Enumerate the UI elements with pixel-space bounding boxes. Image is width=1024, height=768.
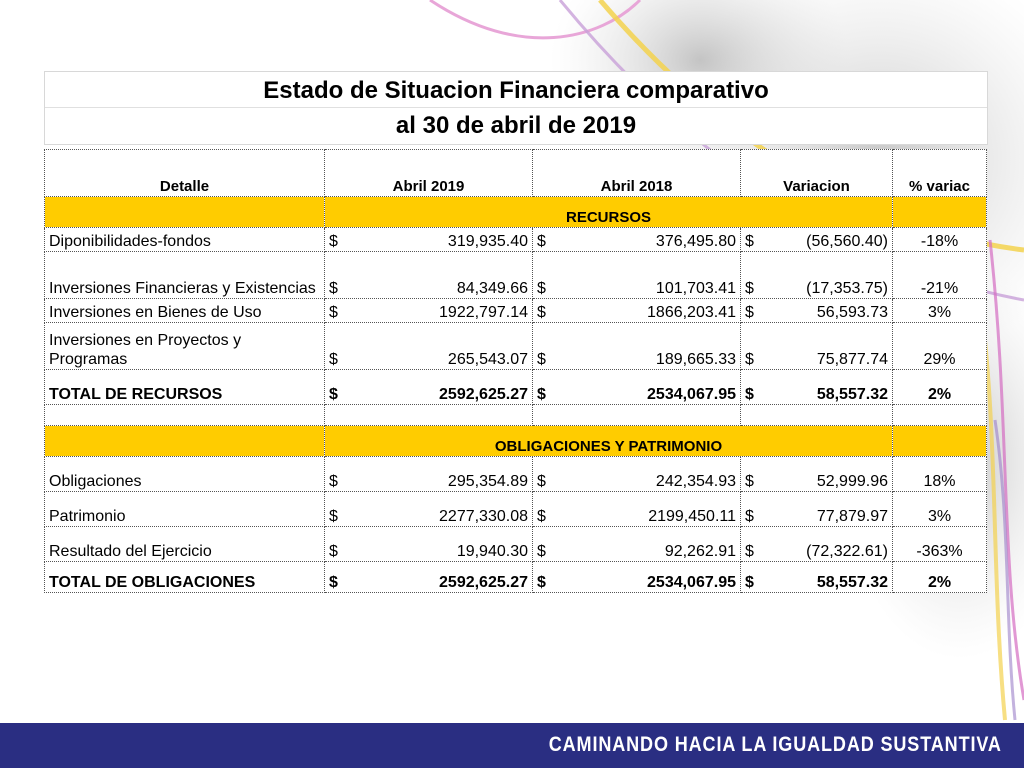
title-divider	[45, 107, 987, 108]
amount-value: 376,495.80	[655, 233, 736, 250]
row-variacion	[741, 228, 893, 252]
amount-value: 58,557.32	[816, 574, 888, 591]
blank-row	[45, 405, 987, 426]
row-variacion	[741, 457, 893, 492]
total-variacion	[741, 370, 893, 405]
row-abril-2018	[533, 492, 741, 527]
table-row	[45, 527, 987, 562]
blank-cell	[533, 405, 741, 426]
row-abril-2019	[325, 299, 533, 323]
currency-sign: $	[329, 233, 338, 250]
row-abril-2019	[325, 228, 533, 252]
row-variacion	[741, 299, 893, 323]
currency-sign: $	[745, 280, 754, 297]
amount-value: 77,879.97	[816, 508, 888, 525]
amount-value: (72,322.61)	[806, 543, 888, 560]
amount-value: 295,354.89	[447, 473, 528, 490]
header-abril-2018: Abril 2018	[533, 150, 741, 197]
currency-sign: $	[537, 304, 546, 321]
header-variacion: Variacion	[741, 150, 893, 197]
financial-statement-table	[44, 149, 987, 593]
row-abril-2018	[533, 228, 741, 252]
header-abril-2019: Abril 2019	[325, 150, 533, 197]
total-pct: 2%	[893, 562, 987, 593]
table-row	[45, 228, 987, 252]
section-row-recursos	[45, 197, 987, 228]
amount-value: 1922,797.14	[439, 304, 528, 321]
total-abril-2019	[325, 370, 533, 405]
currency-sign: $	[329, 386, 338, 403]
amount-value: 242,354.93	[655, 473, 736, 490]
amount-value: (56,560.40)	[806, 233, 888, 250]
blank-cell	[741, 405, 893, 426]
currency-sign: $	[329, 543, 338, 560]
title-box	[44, 71, 988, 145]
page-title: Estado de Situacion Financiera comparativo	[263, 77, 769, 104]
amount-value: 2199,450.11	[648, 508, 736, 525]
row-abril-2019	[325, 492, 533, 527]
total-pct: 2%	[893, 370, 987, 405]
row-abril-2018	[533, 299, 741, 323]
amount-value: 75,877.74	[816, 351, 888, 368]
page-subtitle: al 30 de abril de 2019	[395, 112, 637, 139]
table-row	[45, 492, 987, 527]
table-row	[45, 299, 987, 323]
currency-sign: $	[745, 543, 754, 560]
total-detalle: TOTAL DE OBLIGACIONES	[45, 562, 325, 593]
amount-value: 52,999.96	[816, 473, 888, 490]
table-row	[45, 323, 987, 370]
blank-cell	[45, 405, 325, 426]
amount-value: 265,543.07	[447, 351, 528, 368]
currency-sign: $	[745, 233, 754, 250]
row-detalle: Patrimonio	[45, 492, 325, 527]
row-pct: 18%	[893, 457, 987, 492]
section-title-obligaciones: OBLIGACIONES Y PATRIMONIO	[325, 426, 893, 457]
amount-value: 92,262.91	[664, 543, 736, 560]
currency-sign: $	[329, 508, 338, 525]
section-empty-cell	[45, 426, 325, 457]
total-abril-2018	[533, 370, 741, 405]
row-abril-2019	[325, 527, 533, 562]
table-row	[45, 252, 987, 299]
row-pct: -363%	[893, 527, 987, 562]
row-abril-2018	[533, 527, 741, 562]
amount-value: 2592,625.27	[439, 386, 528, 403]
total-row-recursos	[45, 370, 987, 405]
row-pct: -18%	[893, 228, 987, 252]
row-pct: -21%	[893, 252, 987, 299]
header-detalle: Detalle	[45, 150, 325, 197]
amount-value: 58,557.32	[816, 386, 888, 403]
currency-sign: $	[329, 473, 338, 490]
row-detalle: Inversiones en Proyectos y Programas	[45, 323, 325, 370]
currency-sign: $	[329, 280, 338, 297]
amount-value: 2534,067.95	[647, 574, 736, 591]
total-detalle: TOTAL DE RECURSOS	[45, 370, 325, 405]
row-detalle: Inversiones Financieras y Existencias	[45, 252, 325, 299]
amount-value: (17,353.75)	[806, 280, 888, 297]
amount-value: 2592,625.27	[439, 574, 528, 591]
currency-sign: $	[537, 386, 546, 403]
section-empty-cell	[893, 426, 987, 457]
amount-value: 319,935.40	[447, 233, 528, 250]
currency-sign: $	[329, 304, 338, 321]
blank-cell	[325, 405, 533, 426]
amount-value: 2534,067.95	[647, 386, 736, 403]
row-abril-2018	[533, 457, 741, 492]
currency-sign: $	[745, 574, 754, 591]
row-variacion	[741, 323, 893, 370]
amount-value: 56,593.73	[816, 304, 888, 321]
table-header-row	[45, 150, 987, 197]
currency-sign: $	[745, 304, 754, 321]
row-pct: 3%	[893, 492, 987, 527]
currency-sign: $	[537, 233, 546, 250]
row-variacion	[741, 252, 893, 299]
section-empty-cell	[45, 197, 325, 228]
total-abril-2018	[533, 562, 741, 593]
currency-sign: $	[329, 351, 338, 368]
row-detalle: Resultado del Ejercicio	[45, 527, 325, 562]
currency-sign: $	[537, 543, 546, 560]
currency-sign: $	[745, 508, 754, 525]
footer-band	[0, 723, 1024, 768]
currency-sign: $	[745, 473, 754, 490]
total-variacion	[741, 562, 893, 593]
currency-sign: $	[745, 386, 754, 403]
row-abril-2019	[325, 252, 533, 299]
row-abril-2019	[325, 323, 533, 370]
row-abril-2018	[533, 252, 741, 299]
section-title-recursos: RECURSOS	[325, 197, 893, 228]
section-empty-cell	[893, 197, 987, 228]
amount-value: 19,940.30	[456, 543, 528, 560]
total-abril-2019	[325, 562, 533, 593]
currency-sign: $	[537, 473, 546, 490]
currency-sign: $	[537, 280, 546, 297]
currency-sign: $	[329, 574, 338, 591]
row-detalle: Obligaciones	[45, 457, 325, 492]
row-abril-2019	[325, 457, 533, 492]
header-pct-variacion: % variac	[893, 150, 987, 197]
amount-value: 101,703.41	[655, 280, 736, 297]
section-row-obligaciones	[45, 426, 987, 457]
table-row	[45, 457, 987, 492]
footer-slogan: CAMINANDO HACIA LA IGUALDAD SUSTANTIVA	[548, 733, 1002, 756]
row-variacion	[741, 527, 893, 562]
amount-value: 1866,203.41	[647, 304, 736, 321]
currency-sign: $	[537, 508, 546, 525]
row-detalle: Diponibilidades-fondos	[45, 228, 325, 252]
amount-value: 189,665.33	[655, 351, 736, 368]
row-pct: 3%	[893, 299, 987, 323]
amount-value: 2277,330.08	[439, 508, 528, 525]
currency-sign: $	[537, 574, 546, 591]
amount-value: 84,349.66	[456, 280, 528, 297]
row-variacion	[741, 492, 893, 527]
currency-sign: $	[745, 351, 754, 368]
row-detalle: Inversiones en Bienes de Uso	[45, 299, 325, 323]
blank-cell	[893, 405, 987, 426]
row-abril-2018	[533, 323, 741, 370]
row-pct: 29%	[893, 323, 987, 370]
currency-sign: $	[537, 351, 546, 368]
total-row-obligaciones	[45, 562, 987, 593]
